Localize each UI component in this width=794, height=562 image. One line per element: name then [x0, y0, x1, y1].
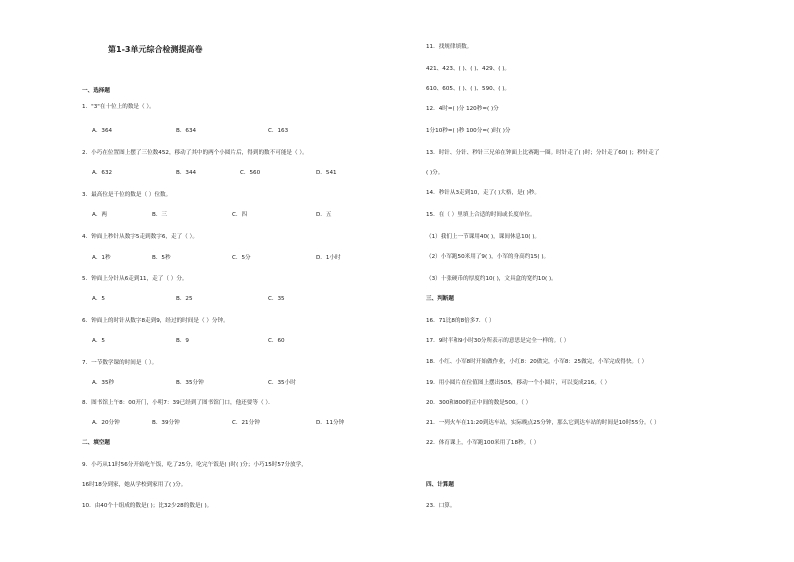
section-choice-heading: 一、选择题	[82, 88, 110, 94]
q3-option-a: A．两	[92, 212, 108, 218]
question-23: 23．口算。	[426, 503, 456, 509]
section-fill-heading: 二、填空题	[82, 440, 110, 446]
question-21: 21．一列火车在11:20到达车站，实际晚点25分钟，那么它到达车站的时间是10时55分。（ ）	[426, 420, 660, 426]
q3-option-c: C．四	[232, 212, 248, 218]
question-1: 1．"3"在十位上的数是（ ）。	[82, 104, 155, 110]
question-6: 6．钟面上的时针从数字8走到9，经过的时间是（ ）分钟。	[82, 318, 229, 324]
question-2: 2．小巧在位置图上摆了三位数452，移动了其中的两个小圆片后，得到的数不可能是（ ）。	[82, 150, 308, 156]
question-7: 7．一节数学课的时间是（ ）。	[82, 360, 158, 366]
question-20: 20．300和800的正中间的数是500。（ ）	[426, 400, 532, 406]
q2-option-c: C．560	[240, 170, 261, 176]
q6-option-a: A．5	[92, 338, 105, 344]
question-11-row-2: 610、605、( )、( )、590、( )。	[426, 86, 511, 92]
question-3: 3．最高位是千位的数是（ ）位数。	[82, 192, 172, 198]
question-15: 15．在（ ）里填上合适的时间或长度单位。	[426, 212, 536, 218]
q1-option-a: A．364	[92, 128, 113, 134]
question-15-item-3: （3）十张硬币的厚度约10( )，文具盒的宽约10( )。	[426, 276, 557, 282]
q2-option-b: B．344	[176, 170, 197, 176]
question-15-item-1: （1）我们上一节课用40( )，课间休息10( )。	[426, 234, 540, 240]
section-judge-heading: 三、判断题	[426, 296, 454, 302]
question-11: 11．找规律填数。	[426, 44, 473, 50]
question-16: 16．71比8的8倍多7．（ ）	[426, 318, 495, 324]
q4-option-d: D．1小时	[316, 255, 341, 261]
question-18: 18．小红、小军8时开始做作业，小红8：20做完，小军8：25做完，小军完成得快。（ ）	[426, 359, 648, 365]
question-8: 8．图书馆上午8：00开门，小明7：39已经到了图书馆门口，他还要等（ ）．	[82, 400, 274, 406]
q2-option-a: A．632	[92, 170, 113, 176]
q7-option-b: B．35分钟	[176, 380, 204, 386]
q7-option-c: C．35小时	[268, 380, 296, 386]
q1-option-b: B．634	[176, 128, 197, 134]
page-title: 第1-3单元综合检测提高卷	[108, 45, 203, 54]
q5-option-c: C．35	[268, 296, 285, 302]
q4-option-b: B．5秒	[152, 255, 171, 261]
question-10: 10．由40个十组成的数是( )；比32少28的数是( )。	[82, 503, 213, 509]
q7-option-a: A．35秒	[92, 380, 115, 386]
q3-option-d: D．五	[316, 212, 332, 218]
question-15-item-2: （2）小军跑50米用了9( )，小军的身高约15( )。	[426, 254, 550, 260]
question-12-row-2: 1分10秒=( )秒 100分=( )时( )分	[426, 128, 511, 134]
q3-option-b: B．三	[152, 212, 168, 218]
q8-option-c: C．21分钟	[232, 420, 260, 426]
q5-option-a: A．5	[92, 296, 105, 302]
q8-option-a: A．20分钟	[92, 420, 120, 426]
question-12-row-1: 12．4时=( )分 120秒=( )分	[426, 106, 499, 112]
q5-option-b: B．25	[176, 296, 193, 302]
q2-option-d: D．541	[316, 170, 337, 176]
q6-option-b: B．9	[176, 338, 189, 344]
question-5: 5．钟面上分针从6走到11，走了（ ）分。	[82, 276, 188, 282]
question-14: 14．秒针从3走到10，走了( )大格，是( )秒。	[426, 190, 540, 196]
q1-option-c: C．163	[268, 128, 289, 134]
question-9-line-1: 9．小巧从11时56分开始吃午饭，吃了25分，吃完午饭是( )时( )分；小巧15时57分放学，	[82, 462, 307, 468]
q4-option-a: A．1秒	[92, 255, 111, 261]
q6-option-c: C．60	[268, 338, 285, 344]
question-11-row-1: 421、423、( )、( )、429、( )。	[426, 66, 511, 72]
question-22: 22．体育课上，小军跑100米用了18秒。（ ）	[426, 440, 540, 446]
q8-option-b: B．39分钟	[152, 420, 180, 426]
question-13-line-2: ( )分。	[426, 170, 444, 176]
q8-option-d: D．11分钟	[316, 420, 345, 426]
question-13-line-1: 13．时针、分针、秒针三兄弟在钟面上比赛跑一圈。时针走了( )时；分针走了60( )；秒针走了	[426, 150, 660, 156]
question-9-line-2: 16时18分到家，她从学校到家用了( )分。	[82, 482, 187, 488]
question-19: 19．用小圆片在位值图上摆出505，移动一个小圆片，可以变成216。（ ）	[426, 380, 611, 386]
question-17: 17．9时半和9小时30分所表示的意思是完全一样的。（ ）	[426, 338, 570, 344]
q4-option-c: C．5分	[232, 255, 251, 261]
question-4: 4．钟面上秒针从数字5走到数字6，走了（ ）。	[82, 234, 198, 240]
section-calc-heading: 四、计算题	[426, 482, 454, 488]
